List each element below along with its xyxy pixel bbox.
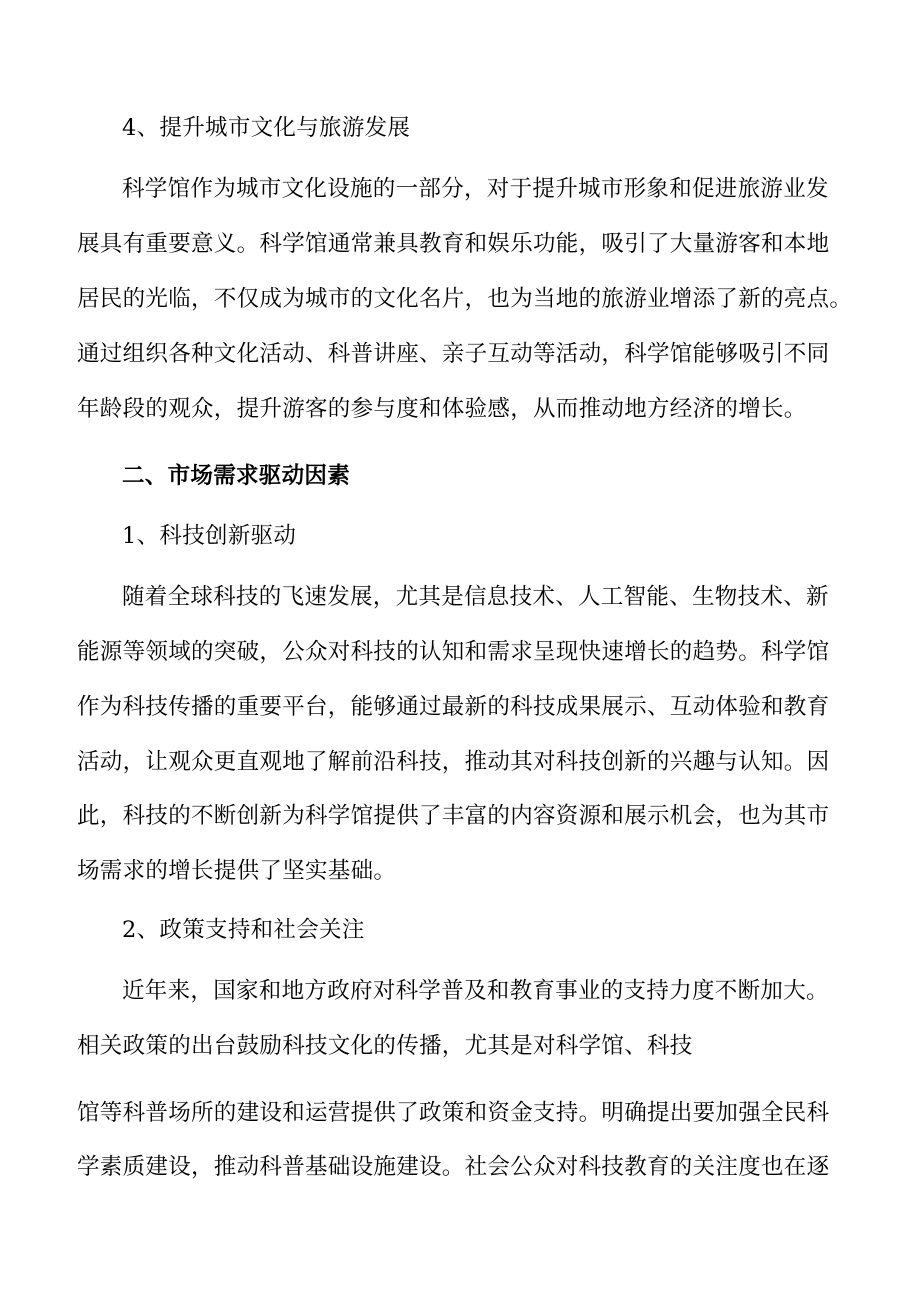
- paragraph-line: 随着全球科技的飞速发展，尤其是信息技术、人工智能、生物技术、新: [122, 584, 829, 610]
- paragraph-line: 活动，让观众更直观地了解前沿科技，推动其对科技创新的兴趣与认知。因: [77, 749, 830, 775]
- paragraph-line: 科学馆作为城市文化设施的一部分，对于提升城市形象和促进旅游业发: [122, 176, 829, 202]
- chapter-heading: 二、市场需求驱动因素: [122, 463, 351, 489]
- paragraph-line: 居民的光临，不仅成为城市的文化名片，也为当地的旅游业增添了新的亮点。: [77, 286, 853, 312]
- section-heading: 2、政策支持和社会关注: [122, 917, 365, 943]
- paragraph-line: 场需求的增长提供了坚实基础。: [77, 858, 397, 884]
- paragraph-line: 馆等科普场所的建设和运营提供了政策和资金支持。明确提出要加强全民科: [77, 1100, 830, 1126]
- paragraph-line: 相关政策的出台鼓励科技文化的传播，尤其是对科学馆、科技: [77, 1033, 693, 1059]
- paragraph-line: 能源等领域的突破，公众对科技的认知和需求呈现快速增长的趋势。科学馆: [77, 639, 830, 665]
- paragraph-line: 作为科技传播的重要平台，能够通过最新的科技成果展示、互动体验和教育: [77, 694, 830, 720]
- paragraph-line: 近年来，国家和地方政府对科学普及和教育事业的支持力度不断加大。: [122, 978, 829, 1004]
- section-heading: 4、提升城市文化与旅游发展: [122, 115, 411, 141]
- paragraph-line: 此，科技的不断创新为科学馆提供了丰富的内容资源和展示机会，也为其市: [77, 803, 830, 829]
- section-heading: 1、科技创新驱动: [122, 523, 297, 549]
- paragraph-line: 年龄段的观众，提升游客的参与度和体验感，从而推动地方经济的增长。: [77, 396, 807, 422]
- paragraph-line: 展具有重要意义。科学馆通常兼具教育和娱乐功能，吸引了大量游客和本地: [77, 231, 830, 257]
- paragraph-line: 通过组织各种文化活动、科普讲座、亲子互动等活动，科学馆能够吸引不同: [77, 341, 830, 367]
- paragraph-line: 学素质建设，推动科普基础设施建设。社会公众对科技教育的关注度也在逐: [77, 1154, 830, 1180]
